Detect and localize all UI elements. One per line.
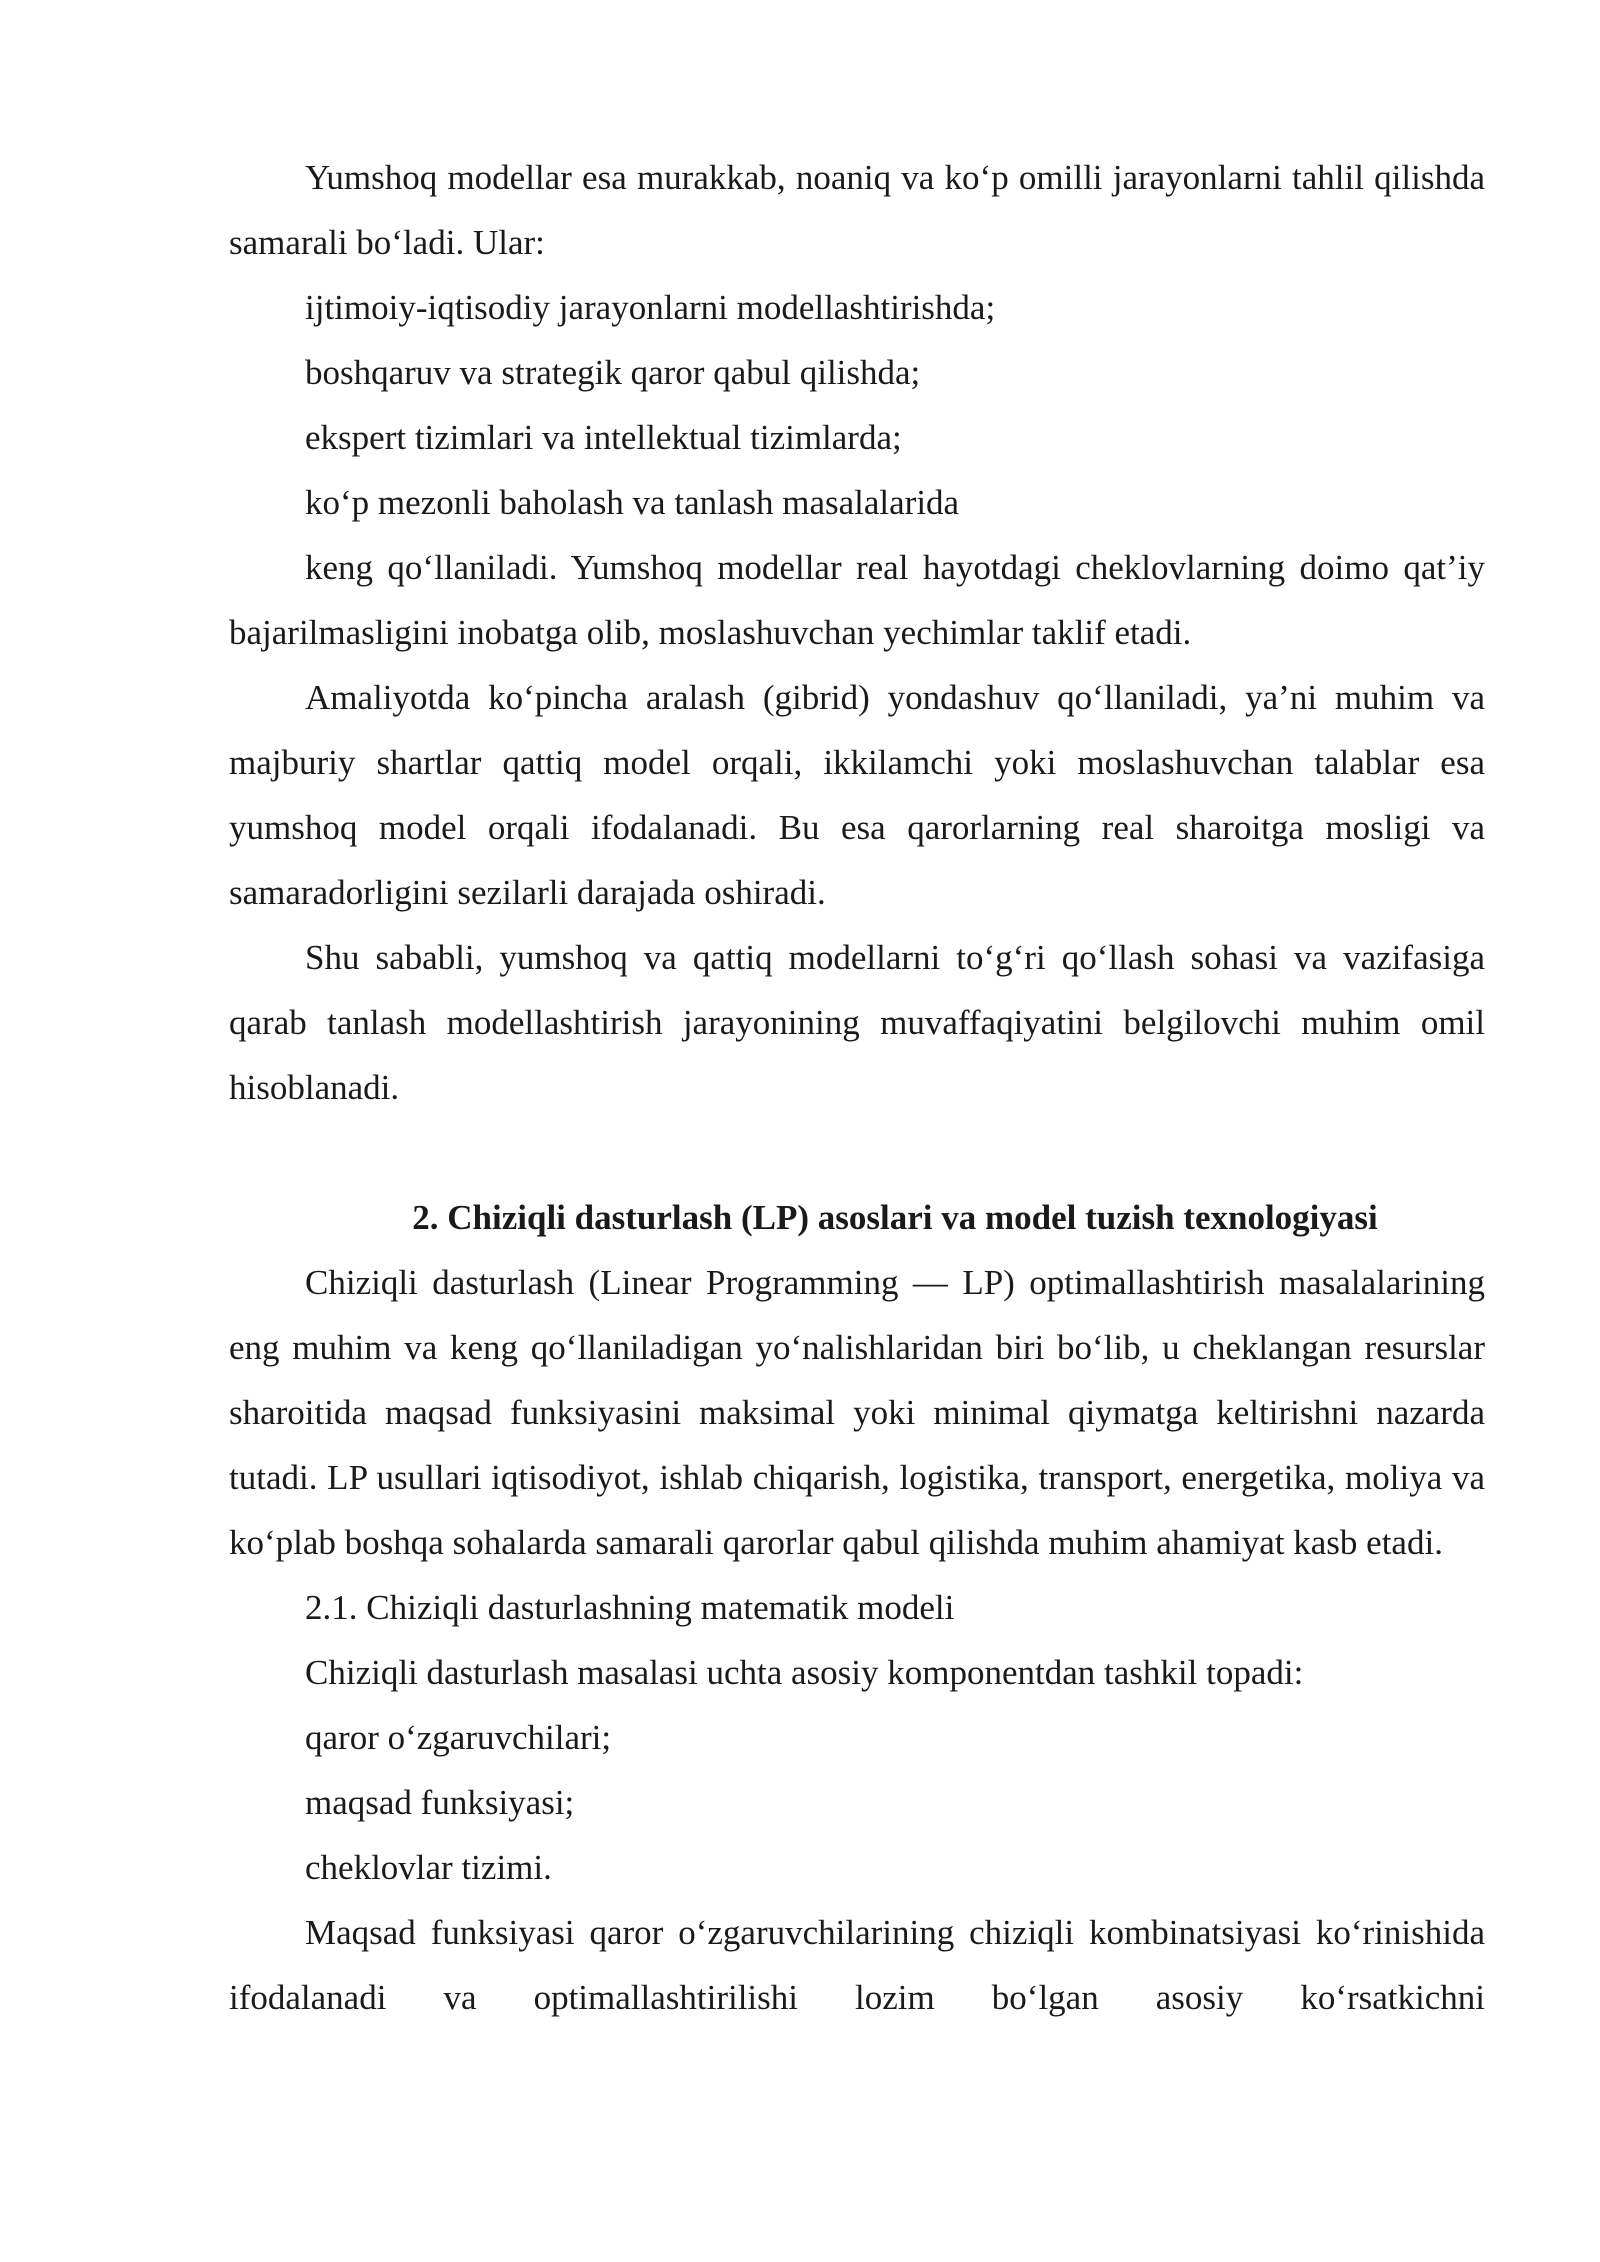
list-item: boshqaruv va strategik qaror qabul qilishda; (305, 353, 921, 392)
paragraph-lp-components: Chiziqli dasturlash masalasi uchta asosiy komponentdan tashkil topadi: (305, 1653, 1304, 1692)
paragraph-hybrid-approach: Amaliyotda ko‘pincha aralash (gibrid) yondashuv qo‘llaniladi, ya’ni muhim va majburiy shartlar qattiq model orqali, ikkilamchi yoki moslashuvchan talablar esa yumshoq model orqali ifodalanadi. Bu esa qarorlarning real sharoitga mosligi va samaradorligini sezilarli darajada oshiradi. (229, 678, 1485, 912)
list-item: maqsad funksiyasi; (305, 1783, 575, 1822)
paragraph-objective-function: Maqsad funksiyasi qaror o‘zgaruvchilarining chiziqli kombinatsiyasi ko‘rinishida ifodalanadi va optimallashtirilishi lozim bo‘lgan asosiy ko‘rsatkichni (229, 1913, 1485, 2017)
paragraph-soft-models-intro: Yumshoq modellar esa murakkab, noaniq va ko‘p omilli jarayonlarni tahlil qilishda samarali bo‘ladi. Ular: (229, 158, 1485, 262)
subsection-heading: 2.1. Chiziqli dasturlashning matematik modeli (305, 1588, 955, 1627)
list-item: ekspert tizimlari va intellektual tizimlarda; (305, 418, 902, 457)
list-item: cheklovlar tizimi. (305, 1848, 552, 1887)
list-item: ijtimoiy-iqtisodiy jarayonlarni modellashtirishda; (305, 288, 996, 327)
list-item: ko‘p mezonli baholash va tanlash masalalarida (305, 483, 960, 522)
paragraph-conclusion: Shu sababli, yumshoq va qattiq modellarni to‘g‘ri qo‘llash sohasi va vazifasiga qarab tanlash modellashtirish jarayonining muvaffaqiyatini belgilovchi muhim omil hisoblanadi. (229, 938, 1485, 1107)
paragraph-soft-models-usage: keng qo‘llaniladi. Yumshoq modellar real hayotdagi cheklovlarning doimo qat’iy bajarilmasligini inobatga olib, moslashuvchan yechimlar taklif etadi. (229, 548, 1485, 652)
list-item: qaror o‘zgaruvchilari; (305, 1718, 612, 1757)
section-heading: 2. Chiziqli dasturlash (LP) asoslari va model tuzish texnologiyasi (412, 1198, 1378, 1237)
paragraph-lp-intro: Chiziqli dasturlash (Linear Programming — LP) optimallashtirish masalalarining eng muhim va keng qo‘llaniladigan yo‘nalishlaridan biri bo‘lib, u cheklangan resurslar sharoitida maqsad funksiyasini maksimal yoki minimal qiymatga keltirishni nazarda tutadi. LP usullari iqtisodiyot, ishlab chiqarish, logistika, transport, energetika, moliya va ko‘plab boshqa sohalarda samarali qarorlar qabul qilishda muhim ahamiyat kasb etadi. (229, 1263, 1485, 1562)
document-page (229, 145, 1485, 2030)
